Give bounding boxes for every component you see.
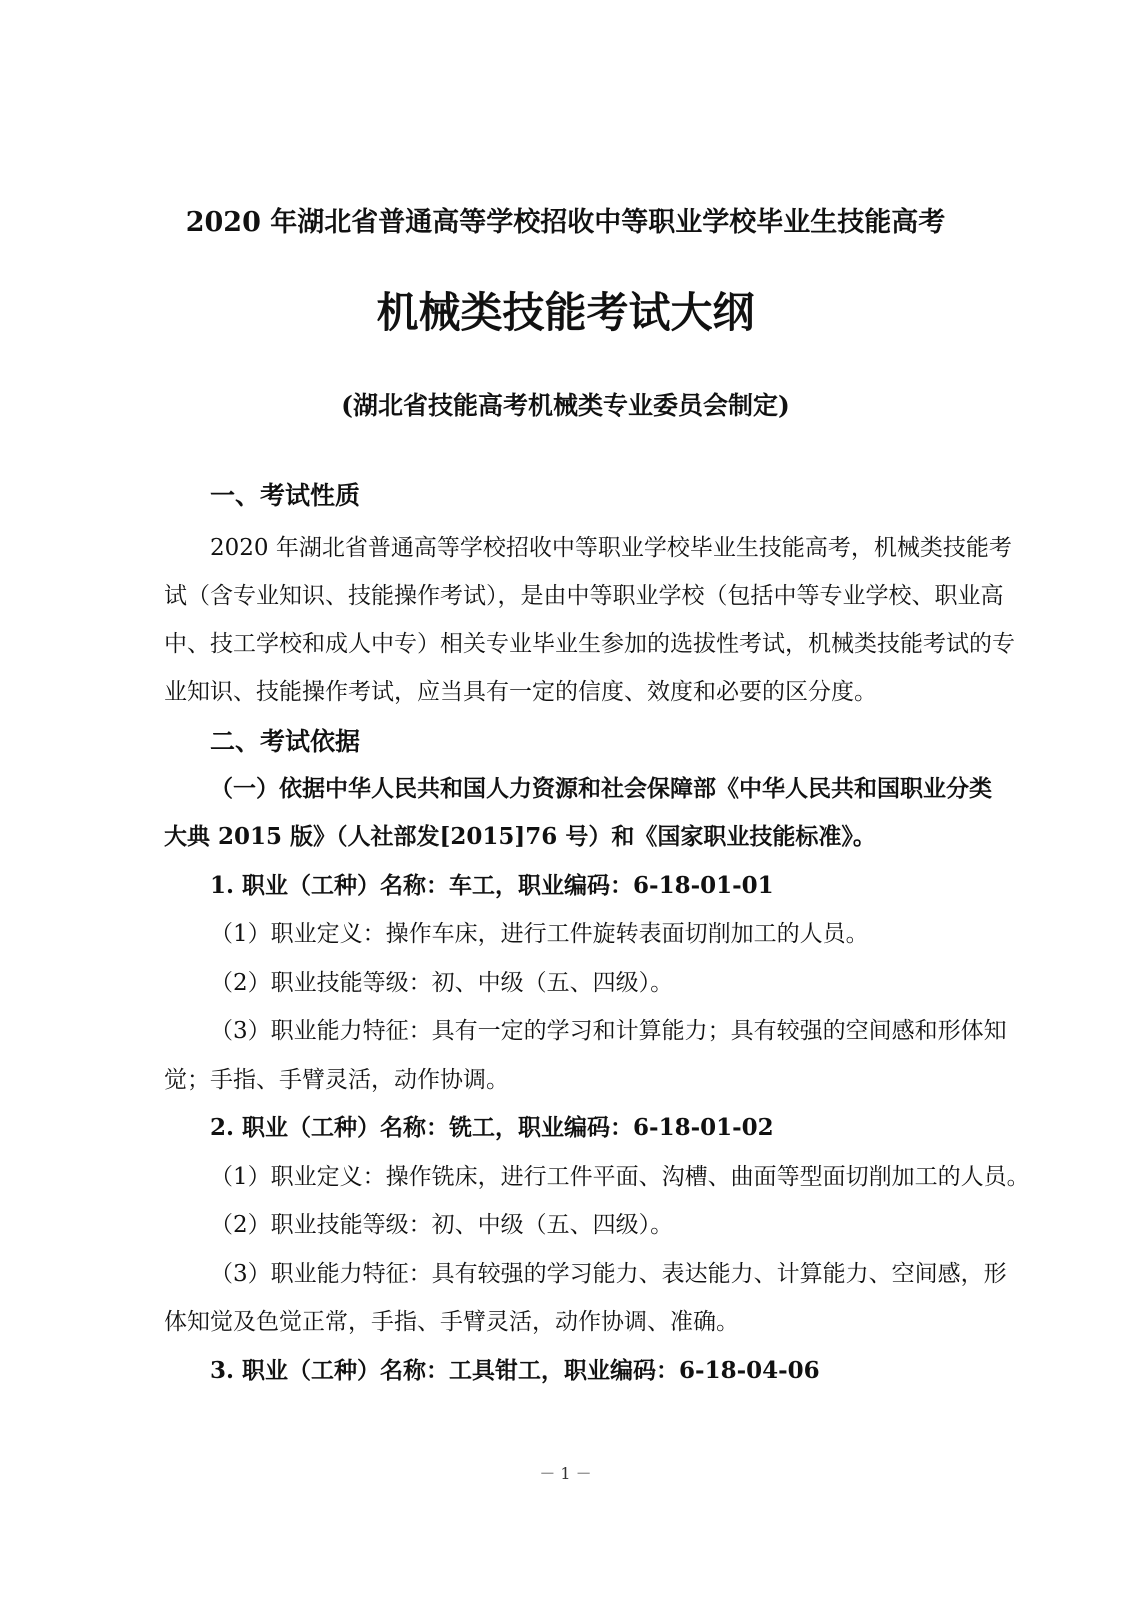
job-detail-line: （3）职业能力特征：具有较强的学习能力、表达能力、计算能力、空间感，形 [210,1261,1007,1287]
document-subtitle: (湖北省技能高考机械类专业委员会制定) [341,391,790,420]
section1-para-line: 中、技工学校和成人中专）相关专业毕业生参加的选拔性考试，机械类技能考试的专 [164,631,1015,657]
section1-para-line: 试（含专业知识、技能操作考试），是由中等职业学校（包括中等专业学校、职业高 [164,583,1004,609]
job-title: 1. 职业（工种）名称：车工，职业编码：6-18-01-01 [210,872,774,899]
job-detail-line: （2）职业技能等级：初、中级（五、四级）。 [210,1212,674,1238]
section1-heading: 一、考试性质 [210,481,361,510]
document-title-line1: 2020 年湖北省普通高等学校招收中等职业学校毕业生技能高考 [185,207,946,238]
section1-para-line: 2020 年湖北省普通高等学校招收中等职业学校毕业生技能高考，机械类技能考 [210,535,1012,561]
job-detail-line: （3）职业能力特征：具有一定的学习和计算能力；具有较强的空间感和形体知 [210,1018,1007,1044]
basis-line: （一）依据中华人民共和国人力资源和社会保障部《中华人民共和国职业分类 [210,775,992,802]
job-detail-line: 觉；手指、手臂灵活，动作协调。 [164,1067,509,1093]
section2-heading: 二、考试依据 [210,727,361,756]
job-detail-line: （1）职业定义：操作铣床，进行工件平面、沟槽、曲面等型面切削加工的人员。 [210,1164,1030,1190]
job-detail-line: （1）职业定义：操作车床，进行工件旋转表面切削加工的人员。 [210,921,869,947]
job-title: 2. 职业（工种）名称：铣工，职业编码：6-18-01-02 [210,1114,774,1141]
job-title: 3. 职业（工种）名称：工具钳工，职业编码：6-18-04-06 [210,1357,820,1384]
section1-para-line: 业知识、技能操作考试，应当具有一定的信度、效度和必要的区分度。 [164,679,877,705]
job-detail-line: 体知觉及色觉正常，手指、手臂灵活，动作协调、准确。 [164,1309,739,1335]
job-detail-line: （2）职业技能等级：初、中级（五、四级）。 [210,970,674,996]
document-title-line2: 机械类技能考试大纲 [376,288,755,337]
page-number: － 1 － [539,1464,592,1483]
basis-line: 大典 2015 版》（人社部发[2015]76 号）和《国家职业技能标准》。 [164,823,876,850]
